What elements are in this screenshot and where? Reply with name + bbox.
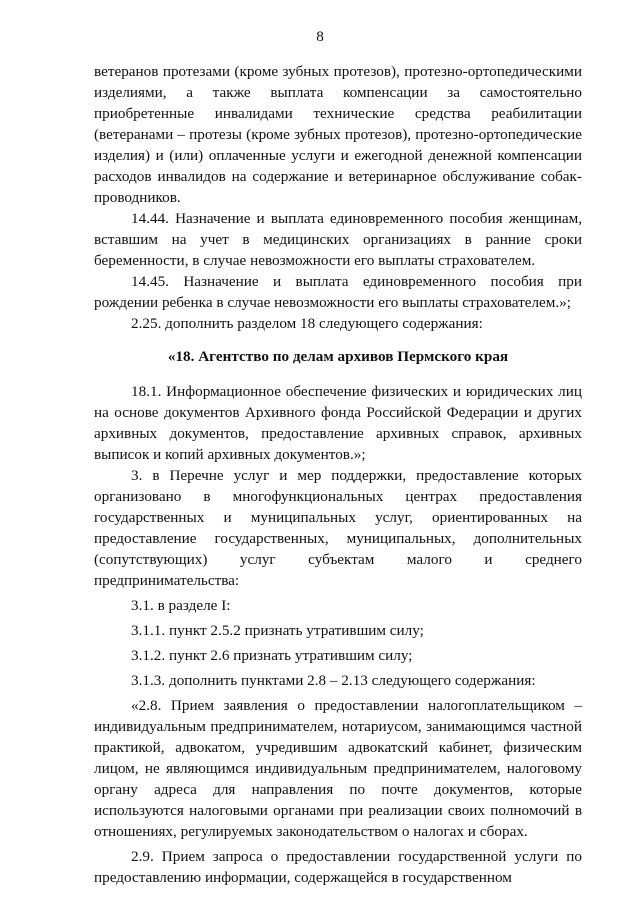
section-heading: «18. Агентство по делам архивов Пермского края: [167, 348, 509, 365]
paragraph-continuation: ветеранов протезами (кроме зубных протезов), протезно-ортопедическими изделиями, а также выплата компенсации за самостоятельно приобретенные инвалидами технические средства реабилитации (ветеранами – протезы (кроме зубных протезов), протезно-ортопедические изделия) и (или) оплаченные услуги и ежегодной денежной компенсации расходов инвалидов на содержание и ветеринарное обслуживание собак-проводников.: [94, 63, 582, 206]
paragraph-3-1-3: 3.1.3. дополнить пунктами 2.8 – 2.13 следующего содержания:: [131, 672, 536, 689]
paragraph-14-45: 14.45. Назначение и выплата единовременного пособия при рождении ребенка в случае невозможности его выплаты страхователем.»;: [94, 273, 582, 311]
paragraph-3-1: 3.1. в разделе I:: [131, 597, 231, 614]
paragraph-14-44: 14.44. Назначение и выплата единовременного пособия женщинам, вставшим на учет в медицинских организациях в ранние сроки беременности, в случае невозможности его выплаты страхователем.: [94, 210, 582, 269]
paragraph-2-25: 2.25. дополнить разделом 18 следующего содержания:: [131, 315, 483, 332]
document-body: [94, 61, 582, 888]
paragraph-3-1-2: 3.1.2. пункт 2.6 признать утратившим силу;: [131, 647, 413, 664]
paragraph-3: 3. в Перечне услуг и мер поддержки, предоставление которых организовано в многофункциональных центрах предоставления государственных и муниципальных услуг, ориентированных на предоставление государственных, муниципальных, дополнительных (сопутствующих) услуг субъектам малого и среднего предпринимательства:: [94, 467, 582, 589]
page-number: 8: [316, 28, 324, 45]
paragraph-18-1: 18.1. Информационное обеспечение физических и юридических лиц на основе документов Архивного фонда Российской Федерации и других архивных документов, предоставление архивных справок, архивных выписок и копий архивных документов.»;: [94, 383, 582, 463]
paragraph-2-8: «2.8. Прием заявления о предоставлении налогоплательщиком – индивидуальным предпринимателем, нотариусом, занимающимся частной практикой, адвокатом, учредившим адвокатский кабинет, физическим лицом, не являющимся индивидуальным предпринимателем, налоговому органу адреса для направления по почте документов, которые используются налоговыми органами при реализации своих полномочий в отношениях, регулируемых законодательством о налогах и сборах.: [94, 697, 582, 840]
paragraph-3-1-1: 3.1.1. пункт 2.5.2 признать утратившим силу;: [131, 622, 424, 639]
paragraph-2-9: 2.9. Прием запроса о предоставлении государственной услуги по предоставлению информации, содержащейся в государственном: [94, 848, 582, 886]
